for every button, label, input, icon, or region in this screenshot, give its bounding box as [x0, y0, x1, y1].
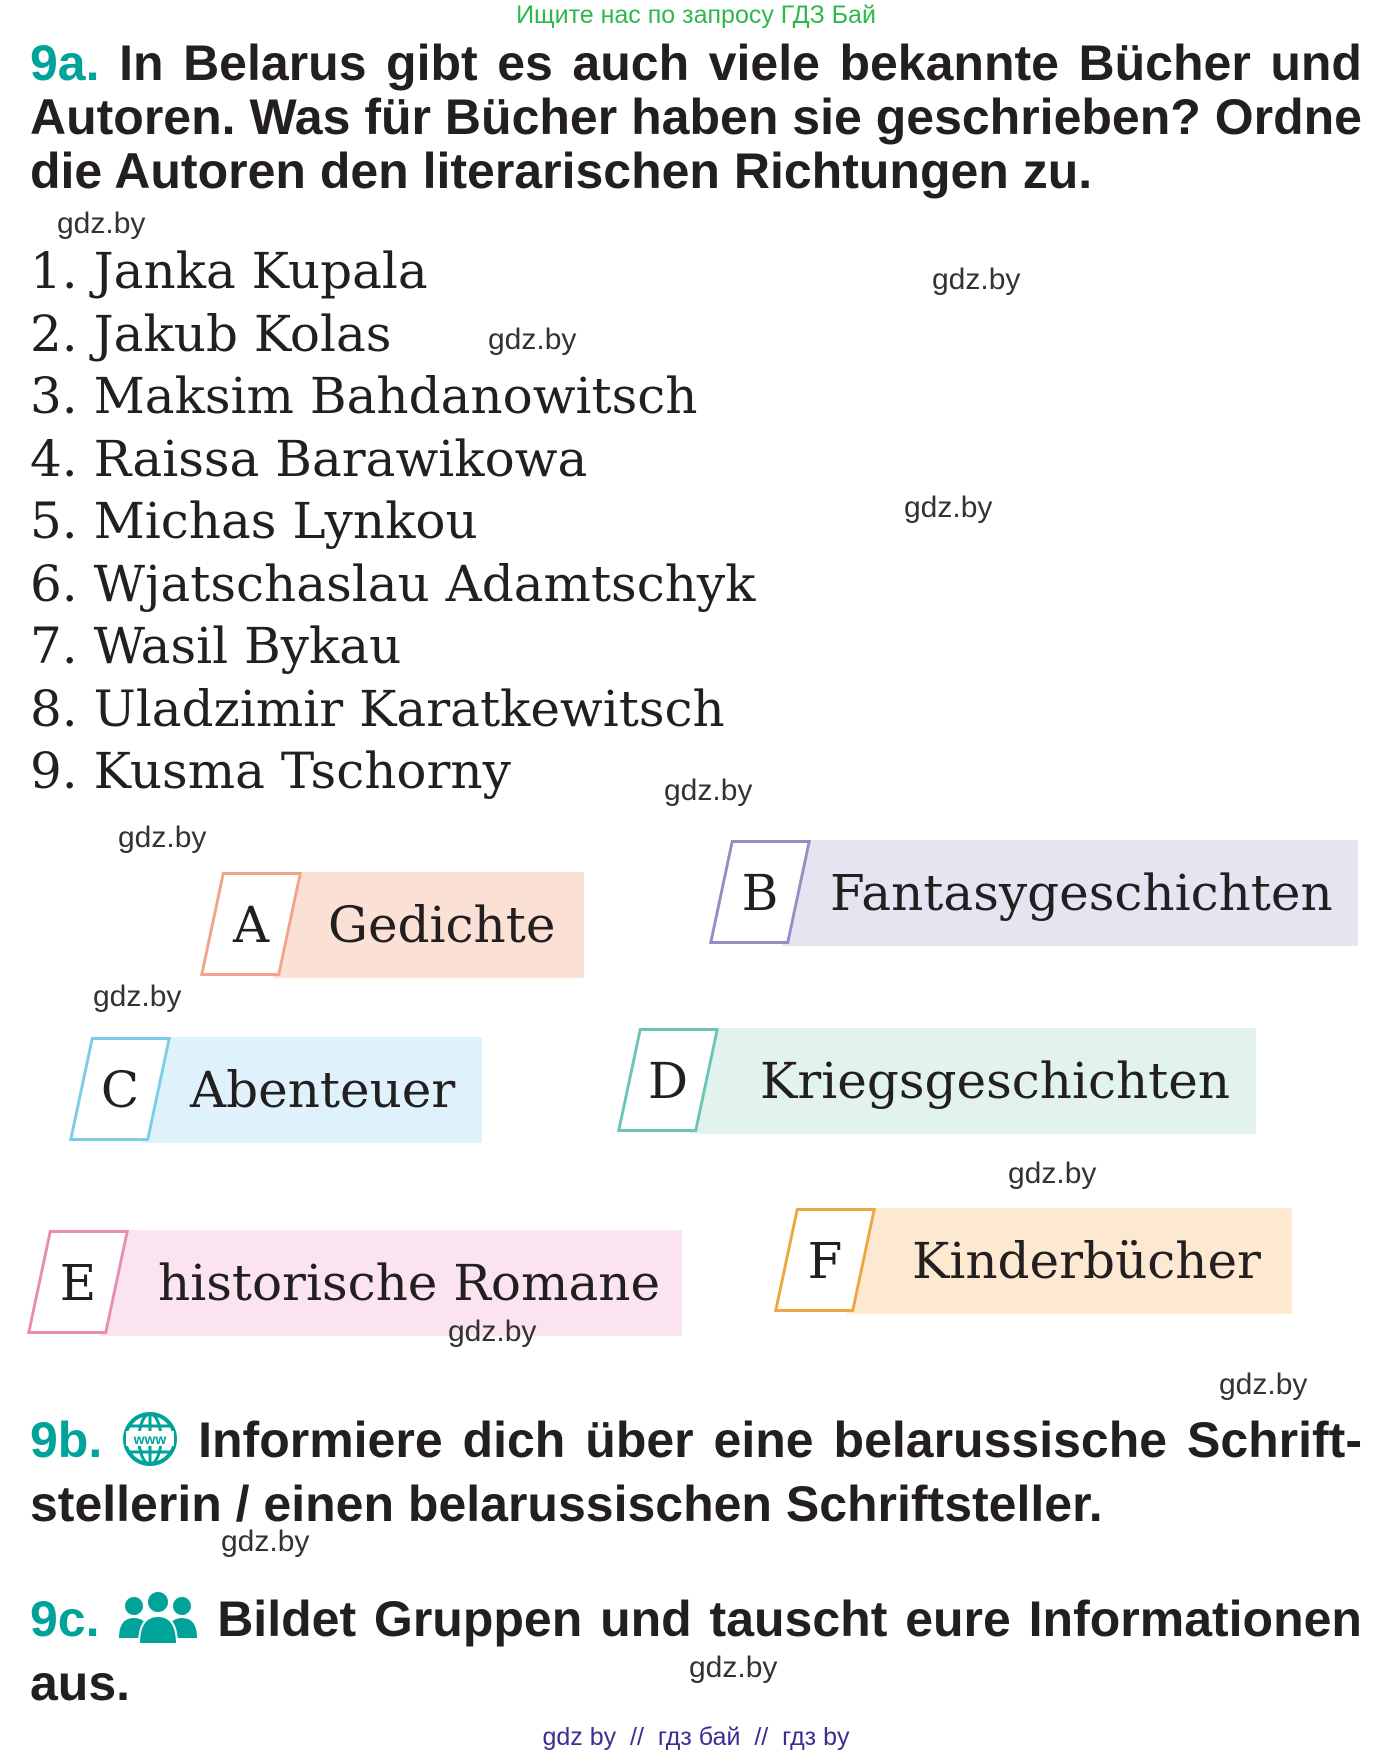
watermark: gdz.by: [689, 1651, 778, 1684]
authors-list: [30, 240, 755, 803]
category-a-letter: A: [232, 896, 270, 954]
author-item: 9. Kusma Tschorny: [30, 742, 511, 800]
top-banner[interactable]: Ищите нас по запросу ГДЗ Бай: [516, 1, 876, 29]
category-d: [620, 1028, 1256, 1134]
author-item: 8. Uladzimir Karatkewitsch: [30, 679, 725, 738]
watermark: gdz.by: [1219, 1368, 1308, 1401]
category-f-letter: F: [807, 1232, 843, 1290]
task-9c: [30, 1590, 1362, 1710]
author-item: 7. Wasil Bykau: [30, 617, 402, 675]
footer-links[interactable]: gdz by // гдз бай // гдз by: [542, 1723, 850, 1751]
category-a-label: Gedichte: [328, 896, 556, 954]
author-item: 5. Michas Lynkou: [30, 492, 478, 550]
author-item: 3. Maksim Bahdanowitsch: [30, 367, 698, 425]
task-9b-number: 9b.: [30, 1412, 103, 1469]
category-e: [30, 1230, 682, 1336]
watermark: gdz.by: [488, 323, 577, 356]
author-item: 6. Wjatschaslau Adamtschyk: [30, 554, 756, 613]
watermark: gdz.by: [904, 491, 993, 524]
category-c-label: Abenteuer: [190, 1061, 456, 1119]
category-c-letter: C: [100, 1061, 140, 1119]
category-b-letter: B: [741, 864, 779, 922]
category-d-label: Kriegsgeschichten: [760, 1052, 1231, 1110]
watermark: gdz.by: [448, 1315, 537, 1348]
category-b-label: Fantasygeschichten: [830, 864, 1333, 922]
task-9c-number: 9c.: [30, 1591, 100, 1648]
watermark: gdz.by: [932, 263, 1021, 296]
task-9a-number: 9a.: [30, 35, 100, 91]
watermark: gdz.by: [664, 774, 753, 807]
category-c: [72, 1037, 482, 1143]
category-b: [712, 840, 1358, 946]
task-9c-text: Bildet Gruppen und tauscht eure Informationen aus.: [30, 1591, 1362, 1711]
watermark: gdz.by: [93, 980, 182, 1013]
category-e-label: historische Romane: [158, 1254, 661, 1312]
category-d-letter: D: [647, 1052, 689, 1110]
category-a: [203, 872, 584, 978]
task-9a: [30, 36, 1362, 198]
task-9b-text: Informiere dich über eine belarussische Schrift-stellerin / einen belarussischen Schriftsteller.: [30, 1412, 1362, 1532]
category-e-letter: E: [59, 1254, 97, 1312]
globe-www-icon: [122, 1411, 178, 1477]
watermark: gdz.by: [118, 821, 207, 854]
author-item: 2. Jakub Kolas: [30, 304, 392, 363]
task-9a-text: In Belarus gibt es auch viele bekannte Bücher und Autoren. Was für Bücher haben sie geschrieben? Ordne die Autoren den literarischen Richtungen zu.: [30, 35, 1362, 199]
category-f: [777, 1208, 1292, 1314]
svg-text:www: www: [133, 1431, 167, 1447]
watermark: gdz.by: [57, 207, 146, 240]
category-f-label: Kinderbücher: [912, 1232, 1261, 1290]
watermark: gdz.by: [221, 1525, 310, 1558]
author-item: 1. Janka Kupala: [30, 242, 428, 300]
task-9b: [30, 1411, 1362, 1531]
watermark: gdz.by: [1008, 1157, 1097, 1190]
group-people-icon: [117, 1590, 199, 1656]
author-item: 4. Raissa Barawikowa: [30, 429, 588, 488]
